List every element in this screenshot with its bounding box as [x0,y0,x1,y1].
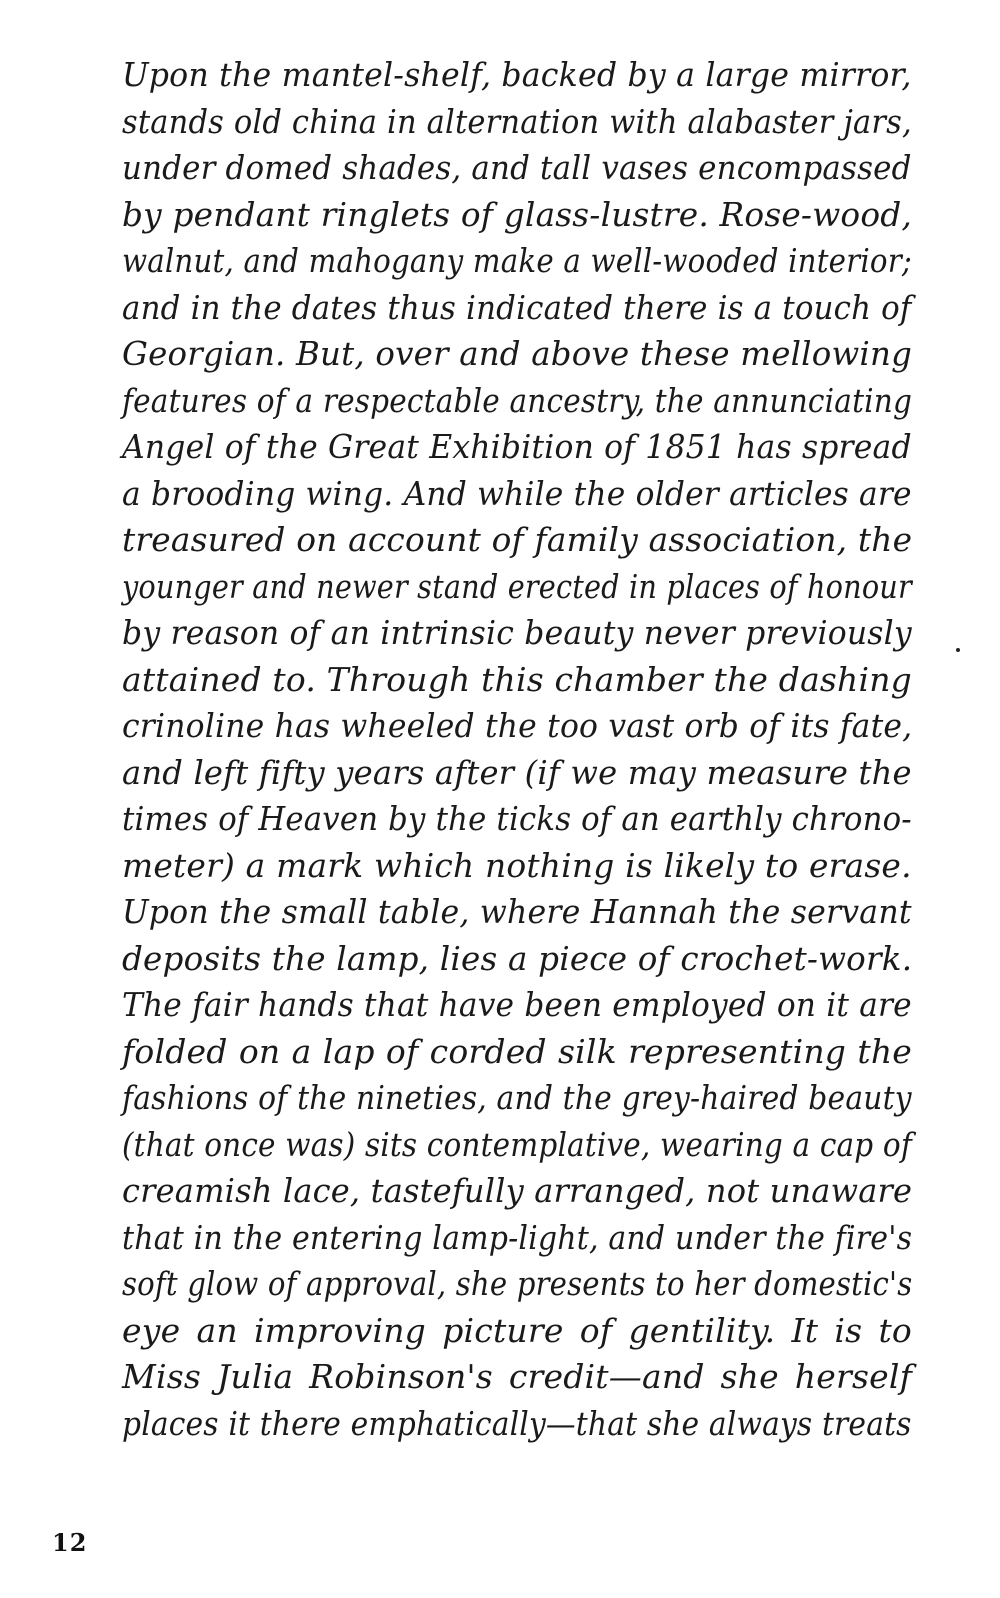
text-line: treasured on account of family association, the [122,520,913,559]
text-line: creamish lace, tastefully arranged, not unaware [122,1171,913,1210]
text-line: and in the dates thus indicated there is a touch of [122,287,912,327]
text-line: crinoline has wheeled the too vast orb of its fate, [122,706,913,745]
text-line: Miss Julia Robinson's credit—and she herself [122,1357,912,1396]
text-line: under domed shades, and tall vases encompassed [122,148,912,187]
text-line: (that once was) sits contemplative, wearing a cap of [122,1124,912,1164]
text-line: a brooding wing. And while the older articles are [122,473,912,513]
text-line: and left fifty years after (if we may measure the [122,752,912,792]
text-line: by pendant ringlets of glass-lustre. Rose-wood, [122,194,913,234]
text-line: Angel of the Great Exhibition of 1851 has spread [122,427,912,466]
text-line: Georgian. But, over and above these mellowing [122,334,913,373]
ink-speck [956,648,960,652]
text-line: by reason of an intrinsic beauty never previously [122,613,912,652]
text-line: Upon the small table, where Hannah the servant [122,892,912,931]
body-text [122,52,912,1447]
text-line: stands old china in alternation with alabaster jars, [122,101,912,141]
text-line: walnut, and mahogany make a well-wooded interior; [122,241,912,280]
text-line: attained to. Through this chamber the dashing [122,659,912,699]
text-line: deposits the lamp, lies a piece of crochet-work. [122,938,913,978]
text-line: places it there emphatically—that she always treats [122,1403,912,1443]
text-line: features of a respectable ancestry, the annunciating [122,380,913,420]
text-line: times of Heaven by the ticks of an earthly chrono- [122,799,912,838]
text-line: meter) a mark which nothing is likely to erase. [122,845,912,885]
text-line: eye an improving picture of gentility. It is to [122,1310,912,1350]
text-line: The fair hands that have been employed on it are [122,985,912,1024]
text-line: younger and newer stand erected in places of honour [122,566,912,606]
text-line: fashions of the nineties, and the grey-haired beauty [122,1078,912,1117]
text-line: folded on a lap of corded silk representing the [122,1031,912,1071]
text-line: soft glow of approval, she presents to her domestic's [122,1264,913,1303]
text-line: Upon the mantel-shelf, backed by a large mirror, [122,55,912,94]
text-line: that in the entering lamp-light, and under the fire's [122,1217,913,1257]
page-number: 12 [52,1528,88,1557]
